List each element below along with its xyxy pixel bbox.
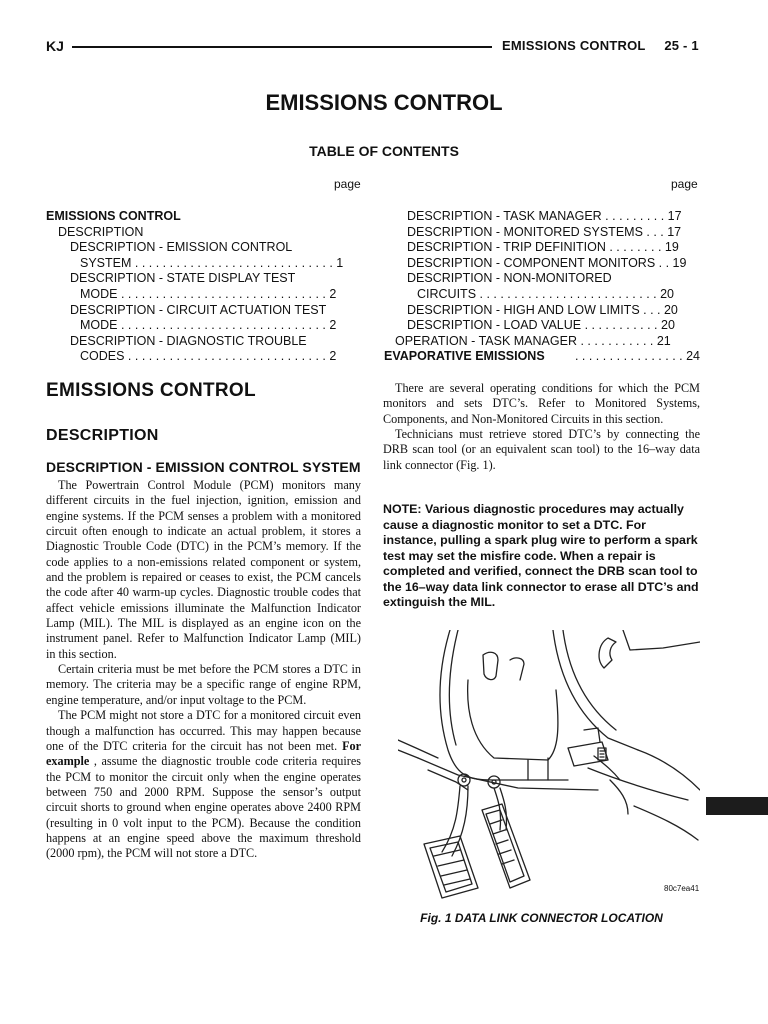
toc-heading: TABLE OF CONTENTS xyxy=(309,143,459,159)
toc-entry[interactable]: DESCRIPTION - COMPONENT MONITORS . . 19 xyxy=(407,255,687,270)
toc-entry[interactable]: DESCRIPTION - NON-MONITORED xyxy=(407,271,612,286)
toc-right-column xyxy=(384,209,700,365)
section-heading-description: DESCRIPTION xyxy=(46,427,159,444)
left-body-text xyxy=(46,478,361,862)
toc-entry[interactable]: CIRCUITS . . . . . . . . . . . . . . . . . . . . . . . . . . 20 xyxy=(417,286,674,301)
paragraph-text: , assume the diagnostic trouble code criteria requires the PCM to monitor the circuit only when the engine operates between 750 and 2000 RPM. Suppose the sensor’s output circuit shorts to ground when engine operates above 2400 RPM (resulting in 0 volt input to the PCM). Because the condition happens at an engine speed above the maximum threshold (2000 rpm), the PCM will not store a DTC. xyxy=(46,754,361,861)
note-block: NOTE: Various diagnostic procedures may actually cause a diagnostic monitor to set a DTC. For instance, pulling a spark plug wire to perform a spark test may set the misfire code. When a repair is completed and verified, connect the DRB scan tool to the 16–way data link connector to erase all DTC’s and extinguish the MIL. xyxy=(383,502,699,609)
toc-entry[interactable]: DESCRIPTION - CIRCUIT ACTUATION TEST xyxy=(70,302,327,317)
toc-entry[interactable]: DESCRIPTION xyxy=(58,224,144,239)
paragraph: There are several operating conditions for which the PCM monitors and sets DTC’s. Refer to Monitored Systems, Components, and Non-Monitored Circuits in this section. xyxy=(383,381,700,426)
section-heading-emissions-control: EMISSIONS CONTROL xyxy=(46,380,256,401)
toc-entry[interactable]: DESCRIPTION - STATE DISPLAY TEST xyxy=(70,271,296,286)
toc-entry[interactable]: SYSTEM . . . . . . . . . . . . . . . . . . . . . . . . . . . . . 1 xyxy=(80,255,344,270)
paragraph-text: The PCM might not store a DTC for a monitored circuit even though a malfunction has occurred. This may happen because one of the DTC criteria for the circuit has not been met. xyxy=(46,708,361,753)
toc-left-column xyxy=(46,209,364,365)
header-section-code: KJ xyxy=(46,38,64,54)
toc-entry[interactable]: MODE . . . . . . . . . . . . . . . . . . . . . . . . . . . . . . 2 xyxy=(80,286,337,301)
toc-entry[interactable]: DESCRIPTION - HIGH AND LOW LIMITS . . . 20 xyxy=(407,302,678,317)
toc-entry[interactable]: DESCRIPTION - EMISSION CONTROL xyxy=(70,240,293,255)
toc-page-label-left: page xyxy=(334,177,361,191)
toc-entry[interactable]: DESCRIPTION - LOAD VALUE . . . . . . . . . . . 20 xyxy=(407,318,675,333)
toc-entry[interactable]: CODES . . . . . . . . . . . . . . . . . . . . . . . . . . . . . 2 xyxy=(80,349,337,364)
figure-caption: Fig. 1 DATA LINK CONNECTOR LOCATION xyxy=(420,911,663,925)
subsection-heading: DESCRIPTION - EMISSION CONTROL SYSTEM xyxy=(46,459,361,475)
right-body-text xyxy=(383,381,700,473)
header-rule xyxy=(72,46,492,48)
paragraph: The Powertrain Control Module (PCM) monitors many different circuits in the fuel injection, ignition, emission and engine systems. If the PCM senses a problem with a monitored circuit often enough to indicate an actual problem, it stores a Diagnostic Trouble Code (DTC) in the PCM’s memory. If the code applies to a non-emissions related component or system, and the problem is repaired or ceases to exist, the PCM cancels the code after 40 warm-up cycles. Diagnostic trouble codes that affect vehicle emissions illuminate the Malfunction Indicator Lamp (MIL). The MIL is displayed as an engine icon on the instrument panel. Refer to Malfunction Indicator Lamp (MIL) in this section. xyxy=(46,478,361,661)
toc-entry[interactable]: OPERATION - TASK MANAGER . . . . . . . . . . . 21 xyxy=(395,333,671,348)
toc-entry[interactable]: EMISSIONS CONTROL xyxy=(46,209,181,223)
paragraph: Certain criteria must be met before the PCM stores a DTC in memory. The criteria may be a specific range of engine RPM, engine temperature, and/or input voltage to the PCM. xyxy=(46,662,361,707)
toc-entry[interactable]: DESCRIPTION - TRIP DEFINITION . . . . . . . . 19 xyxy=(407,240,679,255)
toc-entry[interactable]: DESCRIPTION - MONITORED SYSTEMS . . . 17 xyxy=(407,224,682,239)
data-link-connector-illustration xyxy=(398,630,700,905)
toc-entry-evap-leader: . . . . . . . . . . . . . . . . 24 xyxy=(574,349,700,364)
header-page-ref: EMISSIONS CONTROL 25 - 1 xyxy=(502,38,699,53)
paragraph xyxy=(46,708,361,861)
paragraph: Technicians must retrieve stored DTC’s by connecting the DRB scan tool (or an equivalent scan tool) to the 16–way data link connector (Fig. 1). xyxy=(383,427,700,472)
section-tab-marker xyxy=(706,797,768,815)
toc-entry[interactable]: DESCRIPTION - TASK MANAGER . . . . . . . . . 17 xyxy=(407,209,682,223)
toc-page-label-right: page xyxy=(671,177,698,191)
toc-entry[interactable]: DESCRIPTION - DIAGNOSTIC TROUBLE xyxy=(70,333,307,348)
document-title: EMISSIONS CONTROL xyxy=(265,90,503,115)
toc-entry-evap[interactable] xyxy=(384,349,700,365)
figure-id: 80c7ea41 xyxy=(664,884,700,893)
toc-entry-evap-label: EVAPORATIVE EMISSIONS xyxy=(384,349,545,364)
paragraph-emphasis: For example xyxy=(46,738,362,769)
toc-entry[interactable]: MODE . . . . . . . . . . . . . . . . . . . . . . . . . . . . . . 2 xyxy=(80,318,337,333)
